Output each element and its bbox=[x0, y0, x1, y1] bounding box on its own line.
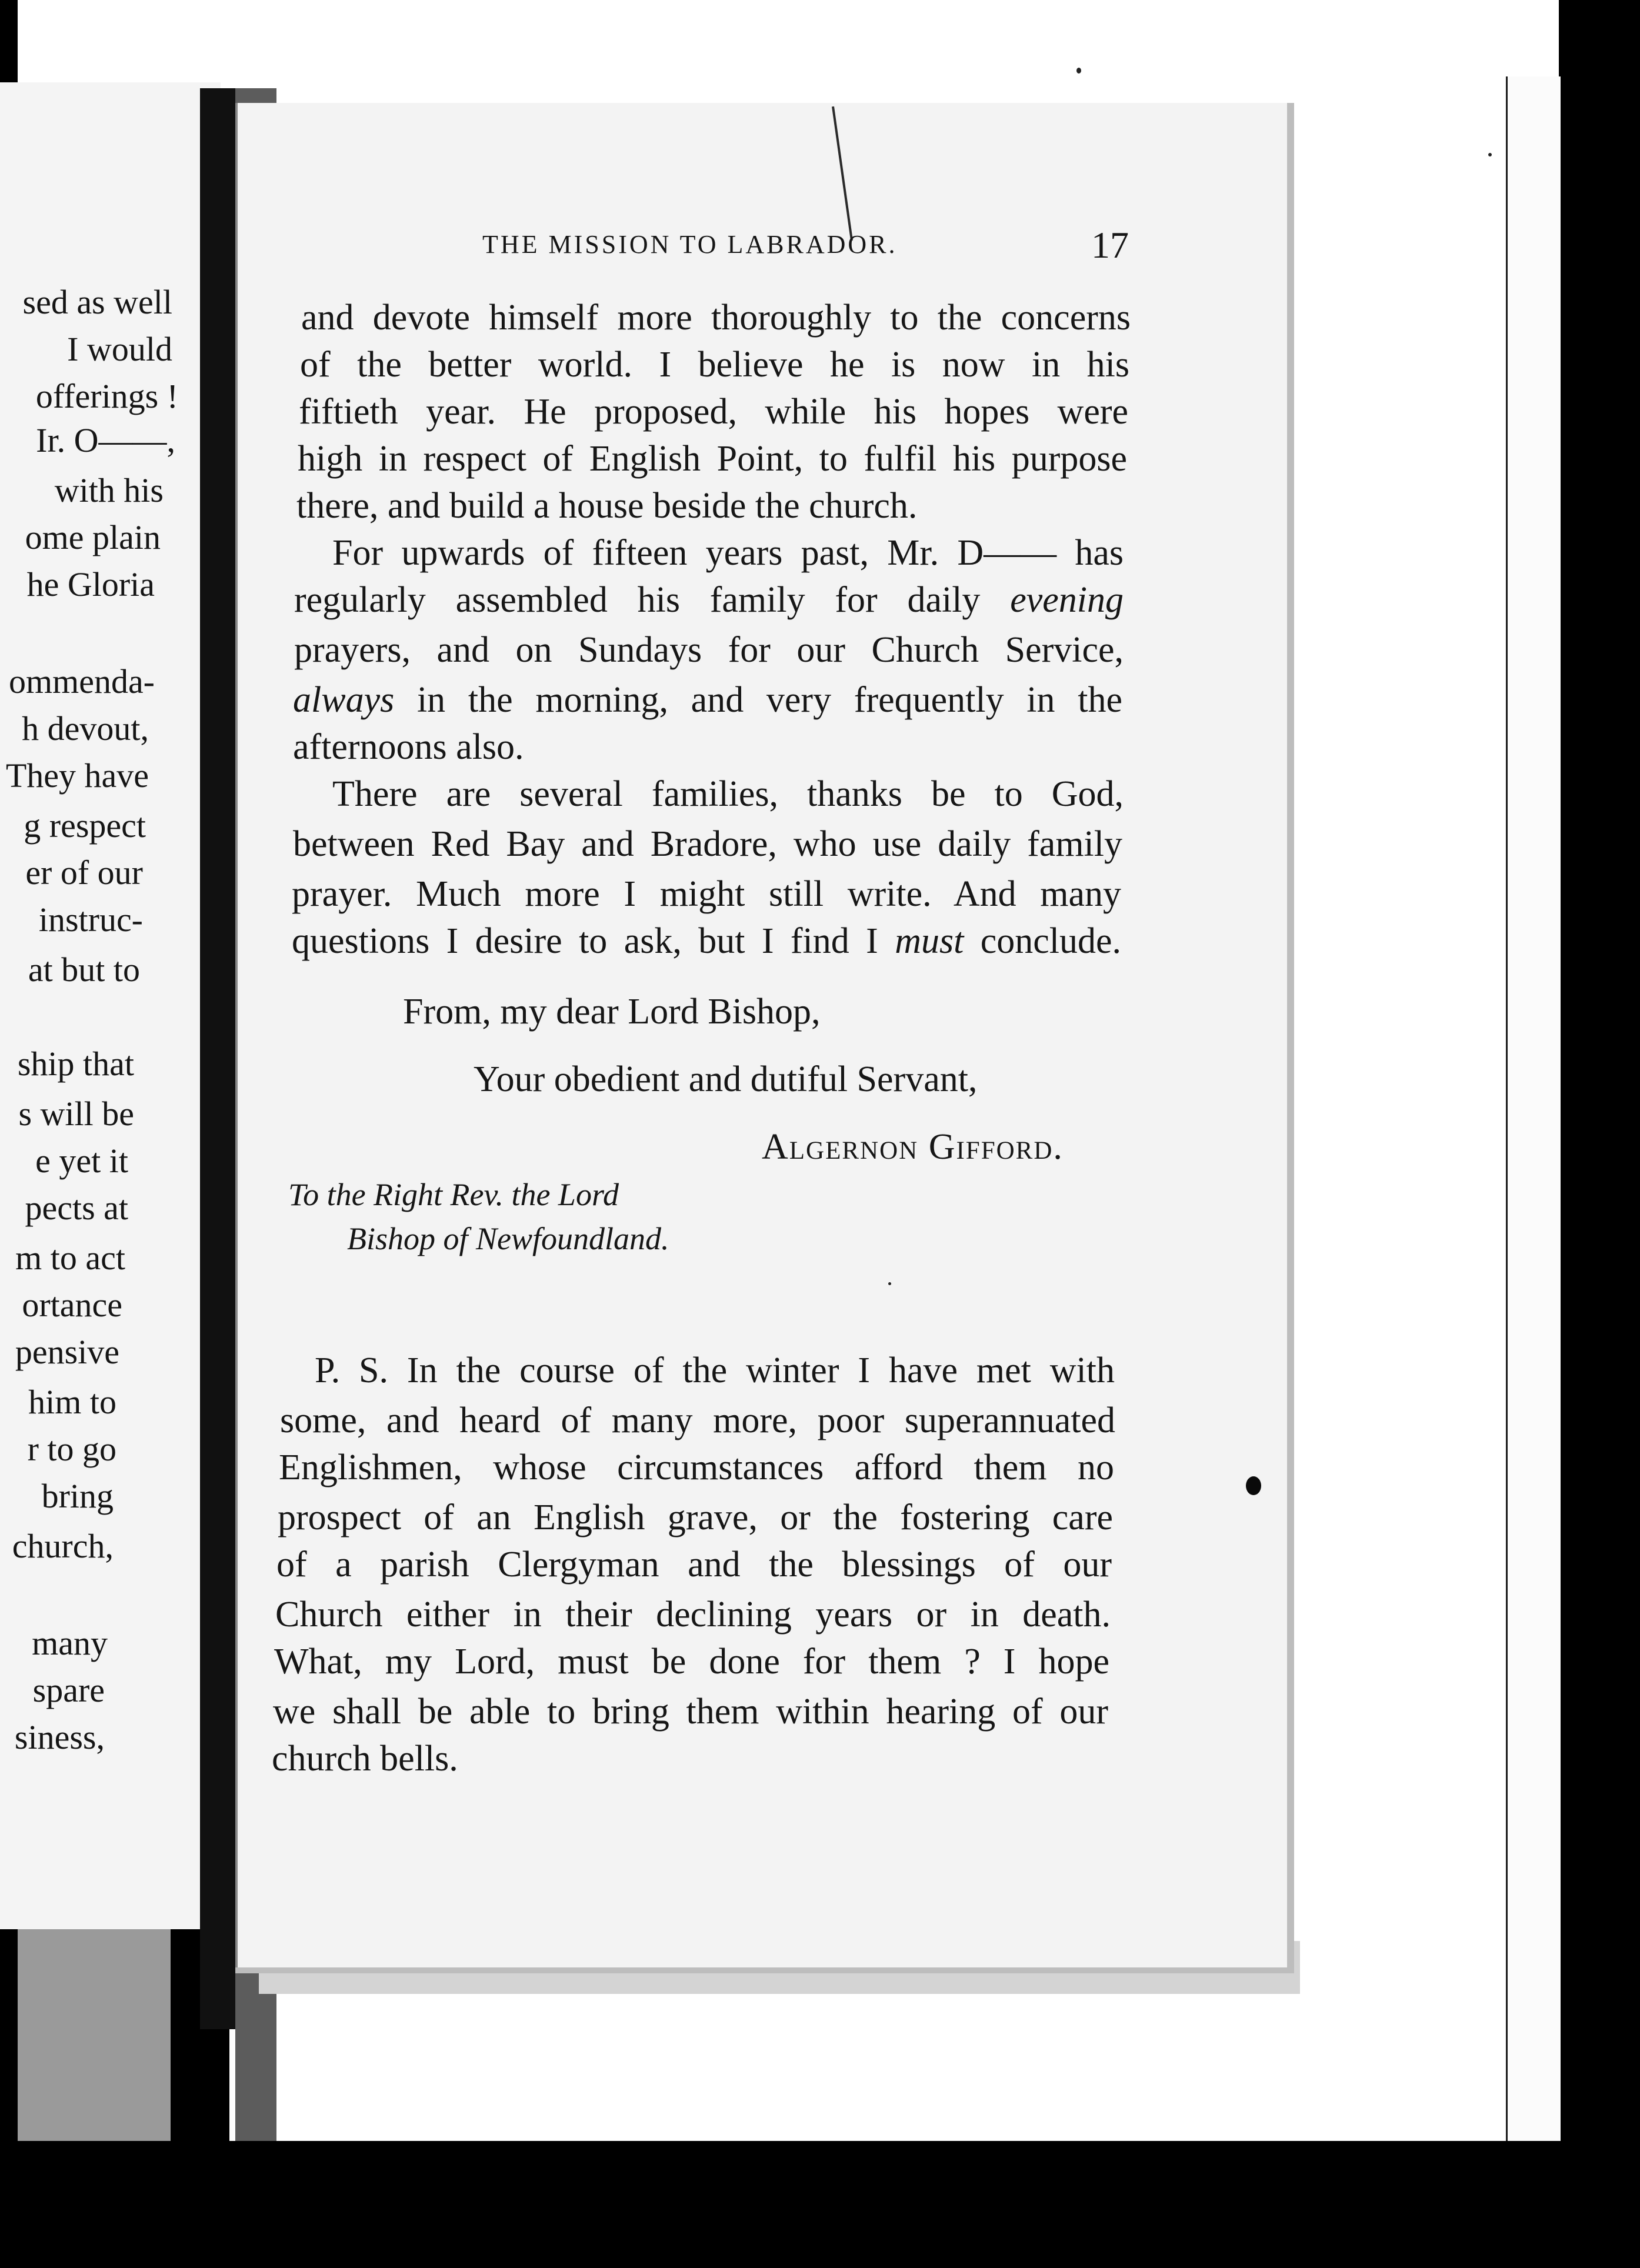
salutation: From, my dear Lord Bishop, bbox=[403, 992, 821, 1032]
page-number: 17 bbox=[1091, 224, 1129, 266]
text-line: There are several families, thanks be to God, bbox=[332, 774, 1124, 814]
text-line: there, and build a house beside the church. bbox=[296, 486, 918, 526]
dust-speck bbox=[888, 1282, 891, 1285]
fragment-line: instruc- bbox=[38, 900, 143, 939]
text-line: high in respect of English Point, to fulfil his purpose bbox=[298, 439, 1127, 479]
text-line: prayer. Much more I might still write. And many bbox=[292, 874, 1121, 914]
fragment-line: spare bbox=[32, 1671, 105, 1709]
scan-border-bottom bbox=[0, 2141, 1640, 2268]
text-line: Church either in their declining years or in death. bbox=[275, 1595, 1111, 1635]
fragment-line: siness, bbox=[14, 1718, 105, 1756]
text-line: prayers, and on Sundays for our Church Service, bbox=[294, 630, 1124, 670]
text-line: prospect of an English grave, or the fostering care bbox=[278, 1497, 1113, 1537]
running-head: THE MISSION TO LABRADOR. bbox=[482, 230, 898, 259]
fragment-line: ship that bbox=[17, 1045, 134, 1083]
emphasis-text: always bbox=[293, 680, 395, 720]
fragment-line: g respect bbox=[24, 806, 146, 845]
dust-speck bbox=[1076, 68, 1081, 74]
fragment-line: he Gloria bbox=[26, 565, 155, 603]
fragment-line: I would bbox=[67, 330, 172, 368]
emphasis-text: evening bbox=[1010, 580, 1124, 620]
text-line: fiftieth year. He proposed, while his hopes were bbox=[299, 392, 1128, 432]
fragment-line: They have bbox=[5, 756, 149, 795]
scan-border-right bbox=[1559, 0, 1640, 2268]
fragment-line: many bbox=[32, 1624, 108, 1662]
fragment-line: church, bbox=[12, 1527, 114, 1565]
address-line: To the Right Rev. the Lord bbox=[288, 1177, 619, 1212]
text-line: P. S. In the course of the winter I have met with bbox=[315, 1350, 1115, 1390]
text-line bbox=[292, 920, 1121, 962]
scan-margin-strip bbox=[1506, 76, 1561, 2147]
fragment-line: bring bbox=[41, 1477, 114, 1515]
fragment-line: pensive bbox=[15, 1333, 119, 1371]
fragment-line: at but to bbox=[28, 950, 140, 989]
text-line: of a parish Clergyman and the blessings of our bbox=[276, 1545, 1112, 1585]
fragment-line: er of our bbox=[25, 853, 143, 892]
ink-blot bbox=[1246, 1476, 1261, 1495]
fragment-line: ortance bbox=[22, 1286, 122, 1324]
binding-gutter bbox=[200, 88, 235, 2029]
fragment-line: r to go bbox=[27, 1430, 116, 1468]
signature: Algernon Gifford. bbox=[762, 1127, 1064, 1167]
fragment-line: Ir. O——, bbox=[36, 421, 175, 459]
text-line bbox=[293, 679, 1122, 721]
text-span: questions I desire to ask, but I find I bbox=[292, 921, 895, 961]
text-line: What, my Lord, must be done for them ? I hope bbox=[274, 1642, 1109, 1682]
fragment-line: him to bbox=[28, 1383, 116, 1421]
text-line: For upwards of fifteen years past, Mr. D—— has bbox=[332, 533, 1124, 573]
fragment-line: ome plain bbox=[25, 518, 161, 556]
text-line: afternoons also. bbox=[293, 727, 524, 767]
book-edge-shadow bbox=[18, 1929, 171, 2141]
address-line: Bishop of Newfoundland. bbox=[347, 1221, 669, 1256]
fragment-line: sed as well bbox=[22, 283, 172, 321]
fragment-line: h devout, bbox=[22, 709, 149, 748]
text-line: some, and heard of many more, poor superannuated bbox=[280, 1400, 1115, 1440]
text-span: regularly assembled his family for daily bbox=[294, 580, 1011, 620]
fragment-line: pects at bbox=[25, 1189, 128, 1227]
text-line: we shall be able to bring them within hearing of our bbox=[273, 1692, 1108, 1732]
fragment-line: s will be bbox=[18, 1095, 134, 1133]
fragment-line: m to act bbox=[15, 1239, 125, 1277]
text-line: church bells. bbox=[272, 1739, 458, 1779]
text-line: of the better world. I believe he is now in his bbox=[300, 345, 1129, 385]
text-line: Englishmen, whose circumstances afford them no bbox=[279, 1447, 1114, 1487]
fragment-line: e yet it bbox=[35, 1142, 128, 1180]
dust-speck bbox=[1488, 153, 1492, 156]
text-line: and devote himself more thoroughly to the concerns bbox=[301, 298, 1131, 338]
valediction: Your obedient and dutiful Servant, bbox=[474, 1059, 978, 1099]
text-span: conclude. bbox=[964, 921, 1121, 961]
text-span: in the morning, and very frequently in the bbox=[394, 680, 1122, 720]
fragment-line: ommenda- bbox=[8, 662, 155, 701]
fragment-line: offerings ! bbox=[35, 377, 178, 415]
emphasis-text: must bbox=[895, 921, 964, 961]
text-line: between Red Bay and Bradore, who use daily family bbox=[293, 824, 1122, 864]
text-line bbox=[294, 579, 1124, 621]
fragment-line: with his bbox=[54, 471, 164, 509]
